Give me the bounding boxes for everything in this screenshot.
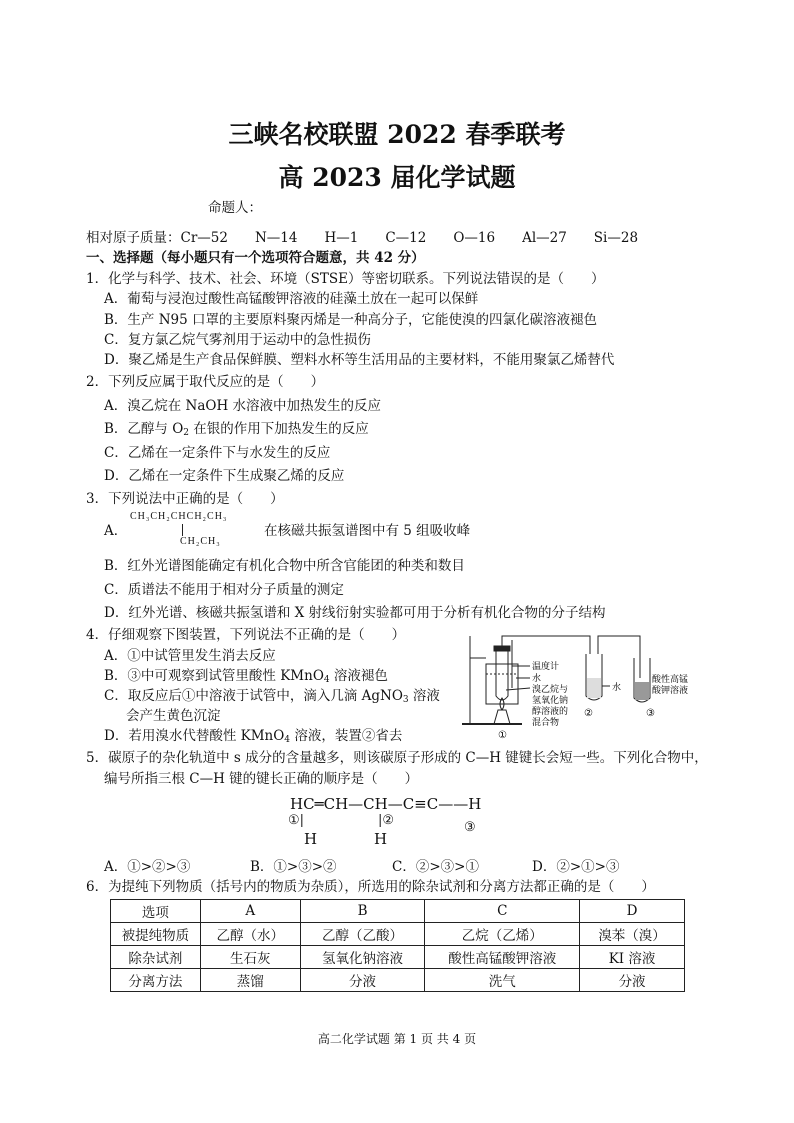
q4-c-post: 溶液	[408, 688, 440, 704]
q4-option-c-cont: 会产生黄色沉淀	[126, 708, 221, 724]
q2-stem: 2．下列反应属于取代反应的是（ ）	[86, 374, 325, 390]
q1-option-b: B．生产 N95 口罩的主要原料聚丙烯是一种高分子，它能使溴的四氯化碳溶液褪色	[104, 312, 597, 328]
exam-subtitle: 高 2023 届化学试题	[278, 163, 516, 192]
table-cell: B	[300, 900, 425, 923]
table-row	[111, 969, 685, 992]
q5-option-b: B．①>③>②	[250, 859, 337, 875]
table-cell: 蒸馏	[200, 969, 300, 992]
table-row	[111, 923, 685, 946]
q4-b-sub: 4	[323, 675, 330, 685]
q3-formula-bottom: CH₂CH₃	[180, 536, 221, 547]
q4-d-sub: 4	[284, 735, 291, 745]
q3-option-d: D．红外光谱、核磁共振氢谱和 X 射线衍射实验都可用于分析有机化合物的分子结构	[104, 605, 606, 621]
table-cell: A	[200, 900, 300, 923]
table-cell: 乙醇（乙酸）	[300, 923, 425, 946]
exam-title: 三峡名校联盟 2022 春季联考	[228, 120, 566, 149]
table-row	[111, 946, 685, 969]
q4-c-pre: C．取反应后①中溶液于试管中，滴入几滴 AgNO	[104, 688, 403, 704]
q5-structure-h1: H	[304, 830, 318, 848]
label-water: 水	[532, 673, 542, 683]
q4-option-d	[104, 726, 402, 750]
q3-a-label: A．	[104, 523, 128, 539]
q2-option-a: A．溴乙烷在 NaOH 水溶液中加热发生的反应	[104, 398, 382, 414]
section-heading: 一、选择题（每小题只有一个选项符合题意，共 42 分）	[86, 250, 425, 266]
q2-option-c: C．乙烯在一定条件下与水发生的反应	[104, 445, 331, 461]
atomic-mass-line: 相对原子质量：Cr—52 N—14 H—1 C—12 O—16 Al—27 Si—28	[86, 230, 639, 246]
q4-option-a: A．①中试管里发生消去反应	[104, 648, 276, 664]
q5-option-a: A．①>②>③	[104, 859, 191, 875]
table-cell: 乙烷（乙烯）	[425, 923, 580, 946]
stopper-1	[494, 646, 510, 651]
q2-b-sub: 2	[183, 428, 190, 438]
water-in-tube-2	[587, 678, 601, 698]
table-cell: KI 溶液	[580, 946, 685, 969]
q5-structure-n2: |②	[378, 813, 395, 828]
q5-stem-1: 5．碳原子的杂化轨道中 s 成分的含量越多，则该碳原子形成的 C—H 键键长会短一些。下列化合物中，	[86, 750, 708, 766]
table-cell: D	[580, 900, 685, 923]
table-cell: 除杂试剂	[111, 946, 201, 969]
test-tube-1	[496, 650, 508, 700]
table-cell: 分液	[580, 969, 685, 992]
table-cell: 溴苯（溴）	[580, 923, 685, 946]
q4-b-post: 溶液褪色	[329, 668, 388, 684]
q6-stem: 6．为提纯下列物质（括号内的物质为杂质），所选用的除杂试剂和分离方法都正确的是（ ）	[86, 879, 655, 895]
q3-option-a-text: 在核磁共振氢谱图中有 5 组吸收峰	[264, 523, 471, 539]
q5-structure-n3: ③	[464, 820, 476, 835]
q3-formula-bond	[182, 524, 183, 536]
q5-structure-main: HC═CH—CH—C≡C——H	[290, 795, 482, 813]
table-cell: C	[425, 900, 580, 923]
label-water-2: 水	[612, 682, 622, 692]
table-cell: 氢氧化钠溶液	[300, 946, 425, 969]
q3-formula-top: CH₃CH₂CHCH₂CH₃	[130, 511, 228, 522]
gas-tube-1	[502, 636, 590, 654]
q6-options-table	[110, 899, 685, 992]
label-n2: ②	[584, 708, 593, 719]
q3-option-c: C．质谱法不能用于相对分子质量的测定	[104, 582, 344, 598]
q2-option-b	[104, 419, 369, 443]
label-n1: ①	[498, 730, 507, 740]
table-cell: 酸性高锰酸钾溶液	[425, 946, 580, 969]
q2-option-d: D．乙烯在一定条件下生成聚乙烯的反应	[104, 468, 345, 484]
table-cell: 分液	[300, 969, 425, 992]
q5-structure-h2: H	[374, 830, 388, 848]
q5-option-c: C．②>③>①	[392, 859, 479, 875]
q4-apparatus-figure	[460, 628, 690, 740]
table-cell: 被提纯物质	[111, 923, 201, 946]
kmno4-solution	[635, 682, 649, 700]
q1-option-a: A．葡萄与浸泡过酸性高锰酸钾溶液的硅藻土放在一起可以保鲜	[104, 291, 479, 307]
label-mixture-3: 醇溶液的	[532, 706, 569, 716]
label-mixture-4: 混合物	[532, 717, 560, 727]
label-mixture-2: 氢氧化钠	[532, 695, 569, 705]
q2-b-pre: B．乙醇与 O	[104, 421, 184, 437]
q3-stem: 3．下列说法中正确的是（ ）	[86, 491, 284, 507]
page-footer: 高二化学试题 第 1 页 共 4 页	[317, 1032, 477, 1046]
q2-b-post: 在银的作用下加热发生的反应	[189, 421, 369, 437]
table-cell: 乙醇（水）	[200, 923, 300, 946]
label-n3: ③	[646, 708, 655, 719]
author-line: 命题人：	[208, 200, 262, 216]
q4-stem: 4．仔细观察下图装置，下列说法不正确的是（ ）	[86, 627, 406, 643]
table-cell: 选项	[111, 900, 201, 923]
table-cell: 洗气	[425, 969, 580, 992]
q1-stem: 1．化学与科学、技术、社会、环境（STSE）等密切联系。下列说法错误的是（ ）	[86, 271, 605, 287]
q5-stem-2: 编号所指三根 C—H 键的键长正确的顺序是（ ）	[104, 771, 419, 787]
alcohol-lamp	[494, 710, 510, 724]
q4-d-post: 溶液，装置②省去	[290, 728, 403, 744]
q4-d-pre: D．若用溴水代替酸性 KMnO	[104, 728, 285, 744]
table-row	[111, 900, 685, 923]
q5-option-d: D．②>①>③	[532, 859, 620, 875]
q1-option-c: C．复方氯乙烷气雾剂用于运动中的急性损伤	[104, 332, 371, 348]
label-kmno4-2: 酸钾溶液	[652, 685, 689, 695]
q5-structure-n1: ①|	[288, 813, 305, 828]
label-kmno4-1: 酸性高锰	[652, 674, 689, 684]
q1-option-d: D．聚乙烯是生产食品保鲜膜、塑料水杯等生活用品的主要材料，不能用聚氯乙烯替代	[104, 352, 615, 368]
label-thermometer: 温度计	[532, 661, 560, 671]
q4-b-pre: B．③中可观察到试管里酸性 KMnO	[104, 668, 324, 684]
q3-option-b: B．红外光谱图能确定有机化合物中所含官能团的种类和数目	[104, 558, 465, 574]
label-mixture-1: 溴乙烷与	[532, 684, 569, 694]
q4-c-sub: 3	[402, 695, 409, 705]
table-cell: 分离方法	[111, 969, 201, 992]
table-cell: 生石灰	[200, 946, 300, 969]
